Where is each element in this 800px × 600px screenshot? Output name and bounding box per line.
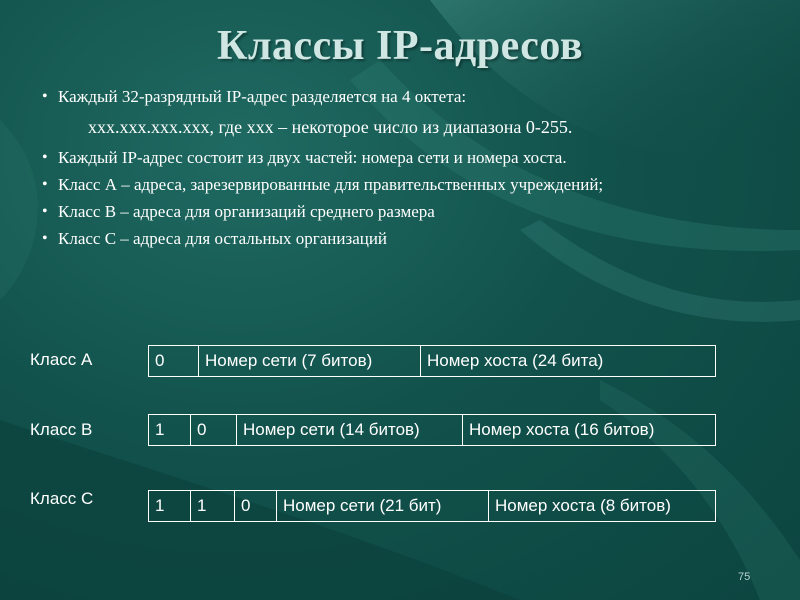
bullet-item: • Каждый IP-адрес состоит из двух частей: номера сети и номера хоста. [42, 148, 567, 167]
class-c-label: Класс С [30, 489, 94, 508]
class-b-lead-bit-2: 0 [191, 415, 237, 445]
bullet-item: • Класс С – адреса для остальных организаций [42, 229, 388, 248]
class-a-label: Класс А [30, 350, 93, 369]
class-c-bit-layout [148, 490, 716, 522]
address-format-line: xxx.xxx.xxx.xxx, где xxx – некоторое число из диапазона 0-255. [88, 117, 573, 137]
class-c-network-field: Номер сети (21 бит) [277, 491, 489, 521]
bullet-item: • Класс В – адреса для организаций среднего размера [42, 202, 435, 221]
class-a-network-field: Номер сети (7 битов) [199, 346, 421, 376]
page-number: 75 [738, 571, 751, 583]
bullet-item: • Класс А – адреса, зарезервированные для правительственных учреждений; [42, 175, 604, 194]
bullet-icon: • [42, 203, 48, 220]
class-a-bit-layout [148, 345, 716, 377]
class-b-lead-bit-1: 1 [149, 415, 191, 445]
bullet-icon: • [42, 176, 48, 193]
class-c-lead-bit-1: 1 [149, 491, 191, 521]
class-b-label: Класс В [30, 420, 93, 439]
bullet-item: • Каждый 32-разрядный IP-адрес разделяется на 4 октета: [42, 87, 467, 106]
bullet-list [42, 86, 788, 255]
class-c-lead-bit-3: 0 [235, 491, 277, 521]
bullet-icon: • [42, 149, 48, 166]
class-b-network-field: Номер сети (14 битов) [237, 415, 463, 445]
class-c-lead-bit-2: 1 [191, 491, 235, 521]
slide-title: Классы IP-адресов [216, 23, 584, 69]
class-b-host-field: Номер хоста (16 битов) [469, 420, 655, 439]
class-a-lead-bit: 0 [149, 346, 199, 376]
class-a-host-field: Номер хоста (24 бита) [427, 351, 604, 370]
bullet-icon: • [42, 88, 48, 105]
class-b-bit-layout [148, 414, 716, 446]
class-c-host-field: Номер хоста (8 битов) [495, 496, 671, 515]
bullet-icon: • [42, 230, 48, 247]
